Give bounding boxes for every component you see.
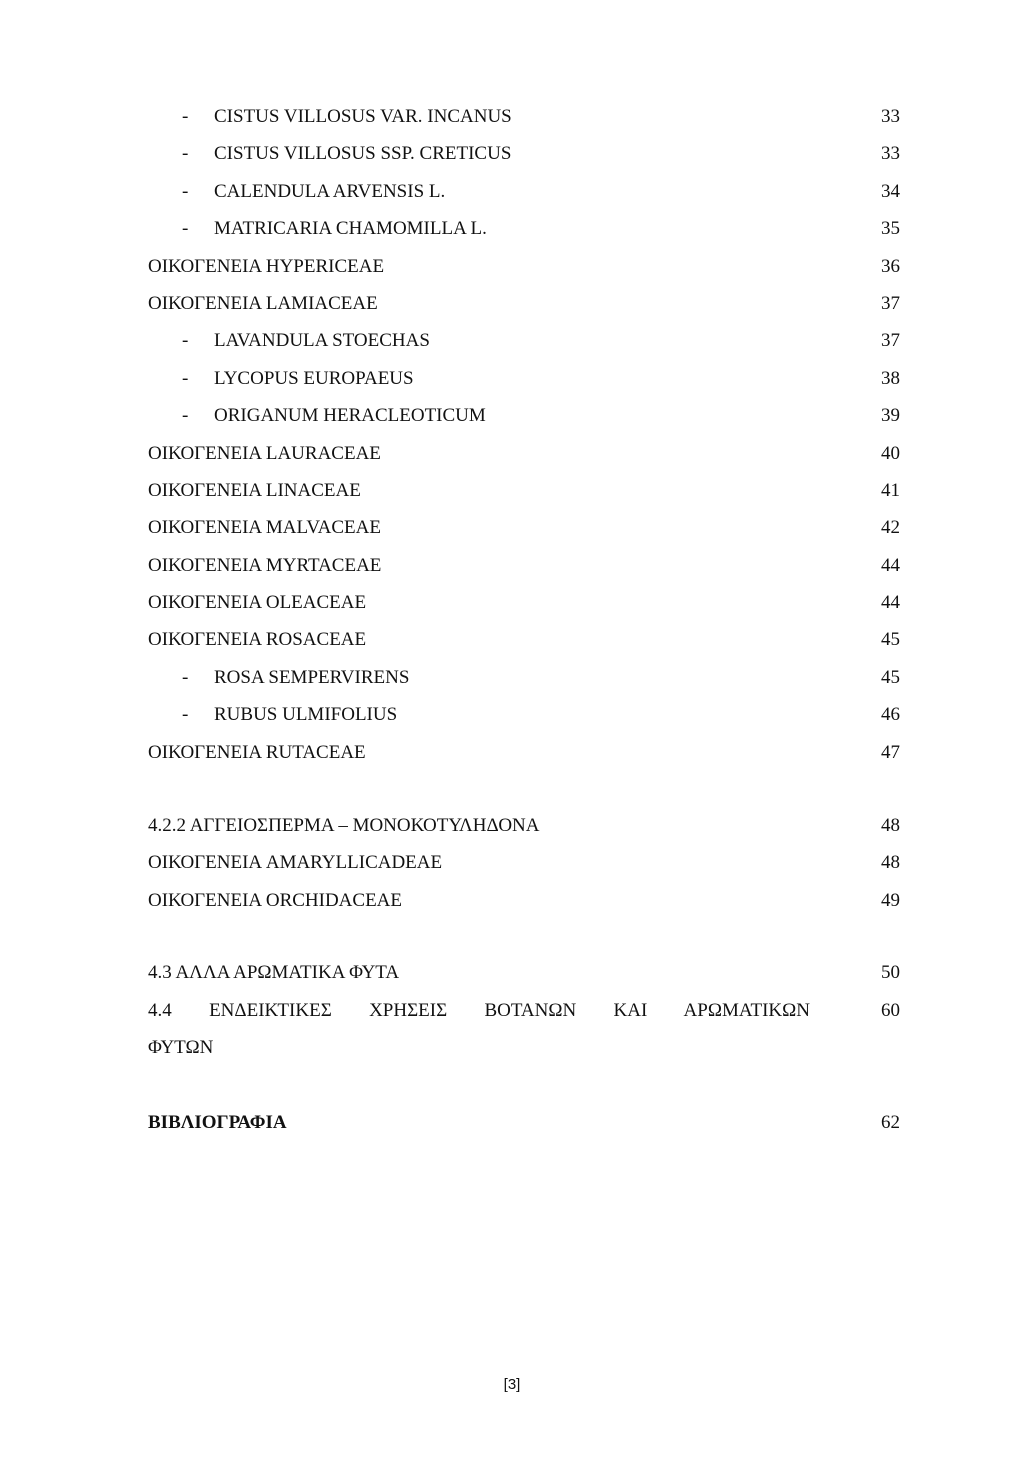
toc-entry-page: 35 (881, 218, 900, 240)
toc-entry-label: ΦΥΤΩΝ (148, 1036, 214, 1058)
toc-entry-page: 49 (881, 889, 900, 911)
toc-entry-label: CISTUS VILLOSUS VAR. INCANUS (214, 106, 512, 127)
bullet-dash: - (182, 218, 189, 240)
toc-entry-page: 38 (881, 367, 900, 389)
toc-entry-page: 42 (881, 517, 900, 539)
toc-entry (148, 322, 900, 359)
toc-entry-label: ΟΙΚΟΓΕΝΕΙΑ MYRTACEAE (148, 554, 382, 576)
section-gap (148, 1066, 900, 1104)
toc-entry (148, 135, 900, 172)
toc-entry-page: 44 (881, 592, 900, 614)
toc-entry-label: ROSA SEMPERVIRENS (214, 666, 410, 688)
toc-entry-page: 45 (881, 666, 900, 688)
toc-entry-label: CALENDULA ARVENSIS L. (214, 180, 446, 202)
bullet-dash: - (182, 405, 189, 427)
toc-entry (148, 472, 900, 509)
bullet-dash: - (182, 666, 189, 688)
section-gap (148, 919, 900, 954)
toc-entry-page: 34 (881, 180, 900, 202)
toc-entry (148, 435, 900, 472)
toc-entry (148, 285, 900, 322)
toc-entry-page: 44 (881, 554, 900, 576)
toc-entry (148, 807, 900, 844)
toc-entry-page: 33 (881, 143, 900, 165)
toc-entry (148, 954, 900, 991)
toc-entry (148, 547, 900, 584)
toc-entry-label: ΟΙΚΟΓΕΝΕΙΑ ROSACEAE (148, 629, 367, 651)
bullet-dash: - (182, 106, 189, 127)
toc-entry-page: 33 (881, 106, 900, 127)
toc-entry-page: 60 (881, 999, 900, 1021)
toc-entry-label: ΟΙΚΟΓΕΝΕΙΑ LAURACEAE (148, 442, 381, 464)
toc-entry-page: 48 (881, 815, 900, 837)
toc-entry-label: MATRICARIA CHAMOMILLA L. (214, 218, 487, 240)
toc-entry (148, 882, 900, 919)
bullet-dash: - (182, 367, 189, 389)
toc-entry (148, 210, 900, 247)
toc-entry-label: RUBUS ULMIFOLIUS (214, 704, 398, 726)
toc-entry-label: 4.3 ΑΛΛΑ ΑΡΩΜΑΤΙΚΑ ΦΥΤΑ (148, 962, 400, 984)
toc-entry (148, 509, 900, 546)
toc-entry-page: 62 (881, 1112, 900, 1134)
toc-entry-label: LAVANDULA STOECHAS (214, 330, 430, 352)
bullet-dash: - (182, 180, 189, 202)
toc-entry (148, 734, 900, 771)
toc-entry-page: 50 (881, 962, 900, 984)
toc-entry-label: CISTUS VILLOSUS SSP. CRETICUS (214, 143, 512, 165)
table-of-contents (148, 98, 900, 1142)
toc-entry-page: 40 (881, 442, 900, 464)
page-number: [3] (503, 1376, 521, 1393)
toc-entry (148, 248, 900, 285)
toc-entry-page: 37 (881, 330, 900, 352)
toc-entry-label: 4.2.2 ΑΓΓΕΙΟΣΠΕΡΜΑ – ΜΟΝΟΚΟΤΥΛΗΔΟΝΑ (148, 815, 540, 837)
bullet-dash: - (182, 704, 189, 726)
toc-entry-label: ΟΙΚΟΓΕΝΕΙΑ LINACEAE (148, 479, 361, 501)
toc-entry-label: ΒΙΒΛΙΟΓΡΑΦΙΑ (148, 1112, 287, 1134)
toc-entry-page: 45 (881, 629, 900, 651)
toc-entry (148, 98, 900, 135)
toc-entry-label: ΟΙΚΟΓΕΝΕΙΑ ORCHIDACEAE (148, 889, 403, 911)
toc-entry-label: ΟΙΚΟΓΕΝΕΙΑ OLEACEAE (148, 592, 367, 614)
toc-entry-page: 46 (881, 704, 900, 726)
toc-entry (148, 360, 900, 397)
toc-entry-page: 48 (881, 852, 900, 874)
toc-entry-label: LYCOPUS EUROPAEUS (214, 367, 414, 389)
toc-entry-page: 39 (881, 405, 900, 427)
toc-entry (148, 397, 900, 434)
toc-entry (148, 992, 900, 1029)
toc-entry (148, 696, 900, 733)
toc-entry-continuation (148, 1029, 900, 1066)
toc-entry (148, 844, 900, 881)
toc-entry-label: ΟΙΚΟΓΕΝΕΙΑ LAMIACEAE (148, 292, 378, 314)
toc-entry-page: 37 (881, 292, 900, 314)
bullet-dash: - (182, 143, 189, 165)
toc-entry (148, 584, 900, 621)
toc-entry-label: ΟΙΚΟΓΕΝΕΙΑ HYPERICEAE (148, 255, 385, 277)
toc-entry-label: ΟΙΚΟΓΕΝΕΙΑ RUTACEAE (148, 741, 366, 763)
toc-entry-page: 36 (881, 255, 900, 277)
toc-entry (148, 173, 900, 210)
bullet-dash: - (182, 330, 189, 352)
toc-entry (148, 659, 900, 696)
toc-entry-page: 41 (881, 479, 900, 501)
toc-entry-page: 47 (881, 741, 900, 763)
section-gap (148, 771, 900, 807)
toc-entry-label: ΟΙΚΟΓΕΝΕΙΑ AMARYLLICADEAE (148, 852, 443, 874)
toc-entry-label: ΟΙΚΟΓΕΝΕΙΑ MALVACEAE (148, 517, 381, 539)
toc-entry-label: ORIGANUM HERACLEOTICUM (214, 405, 486, 427)
toc-entry-bibliography (148, 1104, 900, 1141)
toc-entry-label: 4.4 ΕΝΔΕΙΚΤΙΚΕΣ ΧΡΗΣΕΙΣ ΒΟΤΑΝΩΝ ΚΑΙ ΑΡΩΜΑΤΙΚΩΝ (148, 999, 810, 1021)
toc-entry (148, 621, 900, 658)
